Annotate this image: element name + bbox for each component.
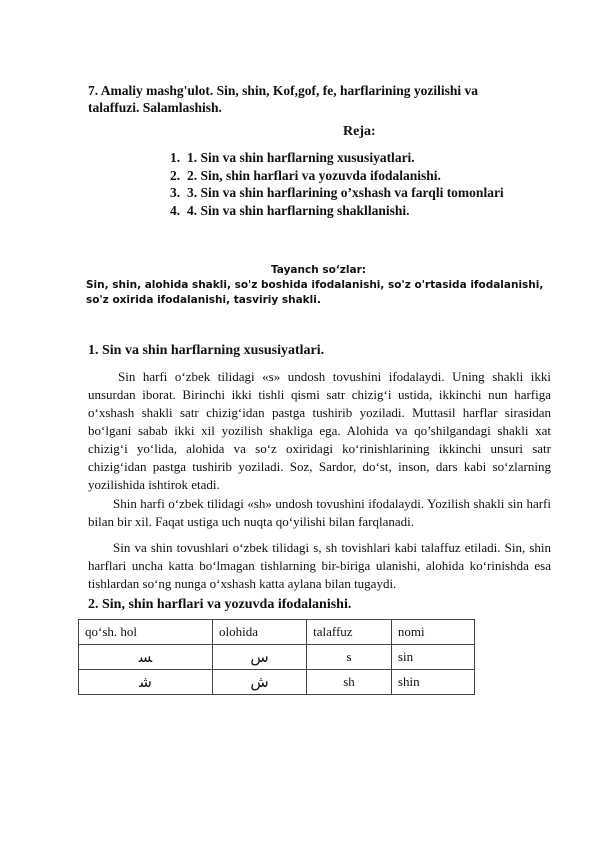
table-cell-joined-form: ﺴ [79, 645, 213, 670]
plan-heading: Reja: [343, 124, 376, 139]
table-row [79, 645, 475, 670]
table-header-cell: qo‘sh. hol [79, 620, 213, 645]
document-title: 7. Amaliy mashg'ulot. Sin, shin, Kof,gof, fe, harflarining yozilishi va talaffuzi. Salamlashish. [88, 83, 479, 115]
section1-paragraph: Sin va shin tovushlari o‘zbek tilidagi s, sh tovishlari kabi talaffuz etiladi. Sin, shin harflari uncha katta bo‘lmagan tishlarning bir-biriga ulanishi, alohida ko‘rinishda esa tishlardan so‘ng nunga o‘xshash katta aylana bilan tugaydi. [88, 540, 551, 591]
table-cell-isolated-form: س [212, 645, 306, 670]
section1-paragraph: Sin harfi o‘zbek tilidagi «s» undosh tovushini ifodalaydi. Uning shakli ikki unsurdan iborat. Birinchi ikki tishli qismi satr chizig‘i ustida, ikkinchi nun harfiga o‘xshash shakli satr chizig‘idan pastga tushirib yoziladi. Muttasil harflar sirasidan bo‘lgani sabab ikki xil yozilish shakliga ega. Alohida va qo’shilgandagi shakli xat chizig‘i yo‘lida, alohida va so‘z oxiridagi ko‘rinishlarining ikkinchi unsuri satr chizig‘idan pastga tushirib yoziladi. Soz, Sardor, do‘st, inson, dars kabi so‘zlarning yozilishida ishtirok etadi. [88, 369, 551, 492]
table-header-row [79, 620, 475, 645]
table-cell-name: shin [391, 670, 474, 695]
section1-paragraph: Shin harfi o‘zbek tilidagi «sh» undosh tovushini ifodalaydi. Yozilish shakli sin harfi bilan bir xil. Faqat ustiga uch nuqta qo‘yilishi bilan farqlanadi. [88, 496, 551, 529]
letters-table [78, 619, 475, 695]
plan-list [170, 149, 504, 219]
section2-heading: 2. Sin, shin harflari va yozuvda ifodalanishi. [88, 597, 352, 612]
table-row [79, 670, 475, 695]
table-header-cell: olohida [212, 620, 306, 645]
plan-item: 3. 3. Sin va shin harflarining o’xshash va farqli tomonlari [170, 185, 504, 200]
table-cell-isolated-form: ش [212, 670, 306, 695]
table-cell-name: sin [391, 645, 474, 670]
table-header-cell: talaffuz [307, 620, 392, 645]
table-cell-pronunciation: sh [307, 670, 392, 695]
table-cell-joined-form: ﺷ [79, 670, 213, 695]
table-cell-pronunciation: s [307, 645, 392, 670]
table-header-cell: nomi [391, 620, 474, 645]
plan-item: 1. 1. Sin va shin harflarning xususiyatlari. [170, 150, 415, 165]
keywords-text: Sin, shin, alohida shakli, so'z boshida ifodalanishi, so'z o'rtasida ifodalanishi, so'z oxirida ifodalanishi, tasviriy shakli. [86, 279, 544, 306]
plan-item: 4. 4. Sin va shin harflarning shakllanishi. [170, 202, 410, 218]
keywords-heading: Tayanch so‘zlar: [271, 264, 366, 276]
plan-item: 2. 2. Sin, shin harflari va yozuvda ifodalanishi. [170, 167, 441, 183]
section1-heading: 1. Sin va shin harflarning xususiyatlari. [88, 343, 325, 358]
